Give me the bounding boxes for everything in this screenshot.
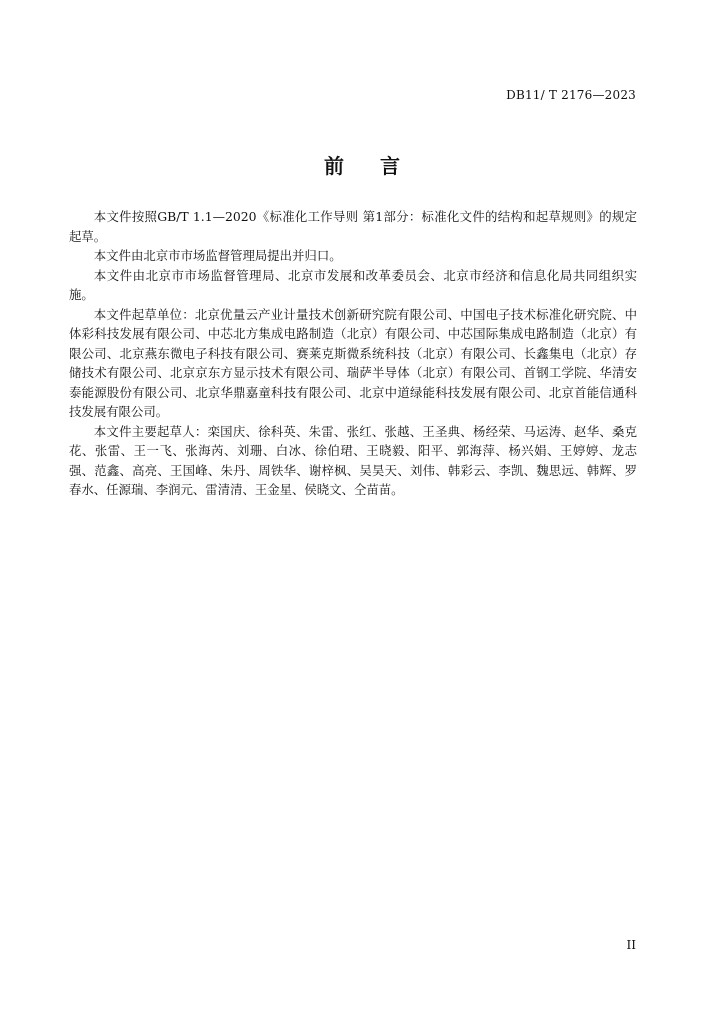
paragraph-drafting-units: 本文件起草单位：北京优量云产业计量技术创新研究院有限公司、中国电子技术标准化研究院、中体彩科技发展有限公司、中芯北方集成电路制造（北京）有限公司、中芯国际集成电路制造（北京）有限公司、北京燕东微电子科技有限公司、赛莱克斯微系统科技（北京）有限公司、长鑫集电（北京）存储技术有限公司、北京京东方显示技术有限公司、瑞萨半导体（北京）有限公司、首钢工学院、华清安泰能源股份有限公司、北京华鼎嘉童科技有限公司、北京中道绿能科技发展有限公司、北京首能信通科技发展有限公司。: [69, 306, 637, 419]
foreword-body: [69, 207, 637, 500]
paragraph-structure-basis: 本文件按照GB/T 1.1—2020《标准化工作导则 第1部分：标准化文件的结构和起草规则》的规定起草。: [69, 209, 637, 244]
section-title: [0, 150, 724, 179]
paragraph-proposer: 本文件由北京市市场监督管理局提出并归口。: [93, 248, 342, 263]
page-number: II: [626, 938, 636, 952]
paragraph-drafters: 本文件主要起草人：栾国庆、徐科英、朱雷、张红、张越、王圣典、杨经荣、马运涛、赵华、桑克花、张雷、王一飞、张海芮、刘珊、白冰、徐伯珺、王晓毅、阳平、郭海萍、杨兴娟、王婷婷、龙志强、范鑫、高亮、王国峰、朱丹、周铁华、谢梓枫、吴昊天、刘伟、韩彩云、李凯、魏思远、韩辉、罗春水、任源瑞、李润元、雷清清、王金星、侯晓文、仝苗苗。: [69, 423, 637, 497]
document-code: DB11/ T 2176—2023: [506, 88, 636, 102]
title-char-2: 言: [380, 154, 400, 178]
paragraph-implementers: 本文件由北京市市场监督管理局、北京市发展和改革委员会、北京市经济和信息化局共同组织实施。: [69, 267, 637, 302]
title-char-1: 前: [324, 154, 344, 178]
